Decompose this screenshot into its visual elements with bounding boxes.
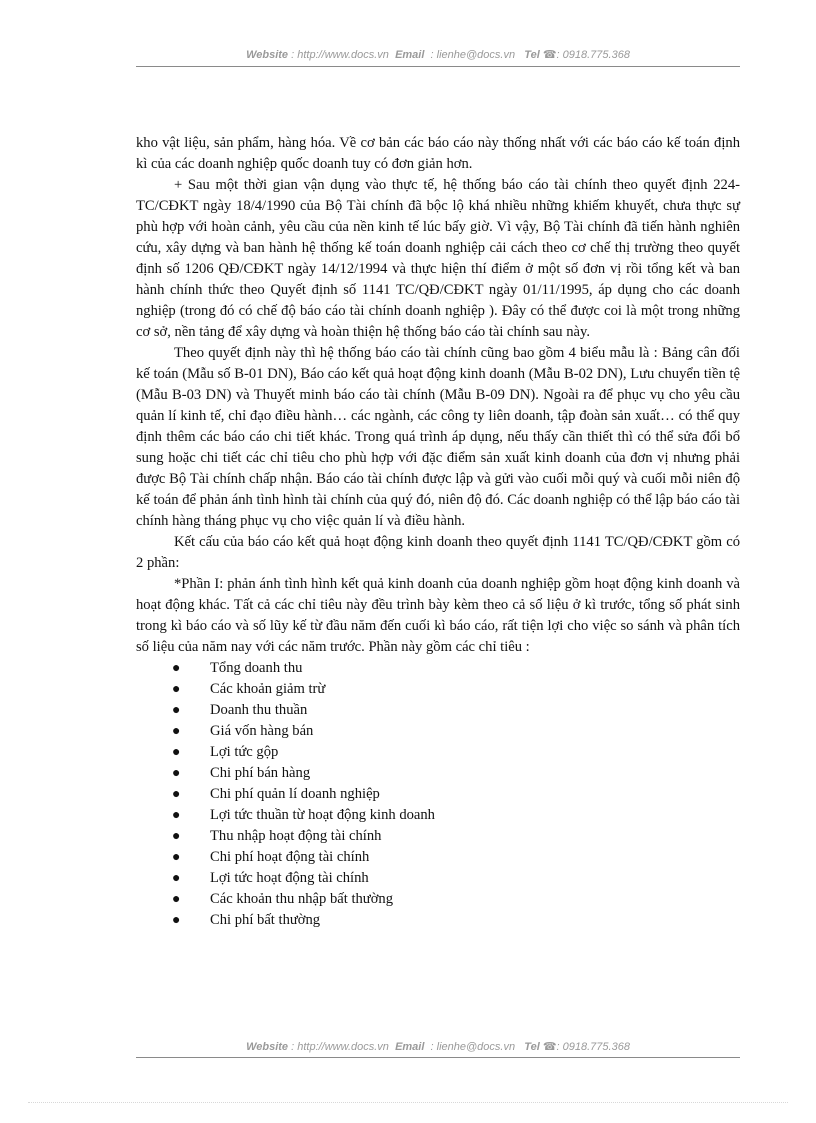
list-item-label: Tổng doanh thu (210, 660, 303, 676)
bullet-icon: ● (172, 913, 181, 928)
list-item (136, 910, 740, 931)
phone-icon: ☎ (542, 49, 557, 61)
tel-value: : 0918.775.368 (556, 1041, 630, 1053)
list-item-label: Chi phí hoạt động tài chính (210, 849, 370, 865)
list-item-label: Giá vốn hàng bán (210, 723, 314, 739)
list-item-label: Các khoản thu nhập bất thường (210, 891, 394, 907)
page-header (136, 48, 740, 61)
indicator-list (136, 658, 740, 931)
list-item-label: Thu nhập hoạt động tài chính (210, 828, 382, 844)
list-item-label: Lợi tức gộp (210, 744, 279, 760)
list-item-label: Các khoản giảm trừ (210, 681, 326, 697)
header-divider (136, 66, 740, 67)
bullet-icon: ● (172, 766, 181, 781)
list-item (136, 847, 740, 868)
bullet-icon: ● (172, 787, 181, 802)
list-item (136, 658, 740, 679)
list-item (136, 826, 740, 847)
bullet-icon: ● (172, 682, 181, 697)
website-label: Website (246, 1041, 289, 1053)
list-item-label: Chi phí bán hàng (210, 765, 311, 781)
list-item (136, 700, 740, 721)
paragraph: Kết cấu của báo cáo kết quả hoạt động kinh doanh theo quyết định 1141 TC/QĐ/CĐKT gồm có 2 phần: (136, 534, 740, 571)
paragraph: kho vật liệu, sản phẩm, hàng hóa. Về cơ bản các báo cáo này thống nhất với các báo cáo kế toán định kì của các doanh nghiệp quốc doanh tuy có đơn giản hơn. (136, 135, 740, 172)
list-item (136, 721, 740, 742)
paragraph: + Sau một thời gian vận dụng vào thực tế, hệ thống báo cáo tài chính theo quyết định 224-TC/CĐKT ngày 18/4/1990 của Bộ Tài chính đã bộc lộ khá nhiều những khiếm khuyết, chưa thực sự phù hợp với hoàn cảnh, yêu cầu của nền kinh tế lúc bấy giờ. Vì vậy, Bộ Tài chính đã tiến hành nghiên cứu, xây dựng và ban hành hệ thống kế toán doanh nghiệp cải cách theo cơ chế thị trường theo quyết định số 1206 QĐ/CĐKT ngày 14/12/1994 và thực hiện thí điểm ở một số đơn vị rồi tổng kết và ban hành chính thức theo Quyết định số 1141 TC/QĐ/CĐKT ngày 01/11/1995, áp dụng cho các doanh nghiệp (trong đó có chế độ báo cáo tài chính doanh nghiệp ). Đây có thể được coi là một trong những cơ sở, nền tảng để xây dựng và hoàn thiện hệ thống báo cáo tài chính sau này. (136, 177, 740, 340)
email-label: Email (395, 49, 425, 61)
paragraph: *Phần I: phản ánh tình hình kết quả kinh doanh của doanh nghiệp gồm hoạt động kinh doanh và hoạt động khác. Tất cả các chỉ tiêu này đều trình bày kèm theo cả số liệu ở kì trước, tổng số phát sinh trong kì báo cáo và số lũy kế từ đầu năm đến cuối kì báo cáo, rất tiện lợi cho việc so sánh và phân tích số liệu của năm nay với các năm trước. Phần này gồm các chỉ tiêu : (136, 576, 740, 655)
list-item (136, 763, 740, 784)
list-item-label: Lợi tức thuần từ hoạt động kinh doanh (210, 807, 435, 823)
list-item (136, 868, 740, 889)
tel-label: Tel (524, 49, 540, 61)
email-value[interactable]: : lienhe@docs.vn (430, 49, 516, 61)
bullet-icon: ● (172, 829, 181, 844)
document-body (136, 133, 740, 931)
list-item-label: Chi phí quản lí doanh nghiệp (210, 786, 380, 802)
bullet-icon: ● (172, 871, 181, 886)
list-item (136, 742, 740, 763)
email-value[interactable]: : lienhe@docs.vn (430, 1041, 516, 1053)
list-item (136, 805, 740, 826)
email-label: Email (395, 1041, 425, 1053)
website-label: Website (246, 49, 289, 61)
bullet-icon: ● (172, 808, 181, 823)
list-item (136, 784, 740, 805)
bullet-icon: ● (172, 892, 181, 907)
tel-value: : 0918.775.368 (556, 49, 630, 61)
list-item-label: Doanh thu thuần (210, 702, 308, 718)
website-url[interactable]: : http://www.docs.vn (291, 1041, 389, 1053)
page-boundary-line (28, 1102, 788, 1103)
list-item (136, 889, 740, 910)
list-item (136, 679, 740, 700)
list-item-label: Chi phí bất thường (210, 912, 321, 928)
phone-icon: ☎ (542, 1041, 557, 1053)
bullet-icon: ● (172, 724, 181, 739)
page-footer (136, 1040, 740, 1053)
list-item-label: Lợi tức hoạt động tài chính (210, 870, 369, 886)
bullet-icon: ● (172, 745, 181, 760)
tel-label: Tel (524, 1041, 540, 1053)
bullet-icon: ● (172, 850, 181, 865)
footer-divider (136, 1057, 740, 1058)
paragraph: Theo quyết định này thì hệ thống báo cáo tài chính cũng bao gồm 4 biểu mẫu là : Bảng cân đối kế toán (Mẫu số B-01 DN), Báo cáo kết quả hoạt động kinh doanh (Mẫu B-02 DN), Lưu chuyển tiền tệ (Mẫu B-03 DN) và Thuyết minh báo cáo tài chính (Mẫu B-09 DN). Ngoài ra để phục vụ cho yêu cầu quản lí kinh tế, chỉ đạo điều hành… các ngành, các công ty liên doanh, tập đoàn sản xuất… có thể quy định thêm các báo cáo chi tiết khác. Trong quá trình áp dụng, nếu thấy cần thiết thì có thể sửa đổi bổ sung hoặc chi tiết các chỉ tiêu cho phù hợp với đặc điểm sản xuất kinh doanh của đơn vị nhưng phải được Bộ Tài chính chấp nhận. Báo cáo tài chính được lập và gửi vào cuối mỗi quý và cuối mỗi niên độ kế toán để phản ánh tình hình tài chính của quý đó, niên độ đó. Các doanh nghiệp có thể lập báo cáo tài chính hàng tháng phục vụ cho việc quản lí và điều hành. (136, 345, 740, 529)
website-url[interactable]: : http://www.docs.vn (291, 49, 389, 61)
bullet-icon: ● (172, 703, 181, 718)
bullet-icon: ● (172, 661, 181, 676)
